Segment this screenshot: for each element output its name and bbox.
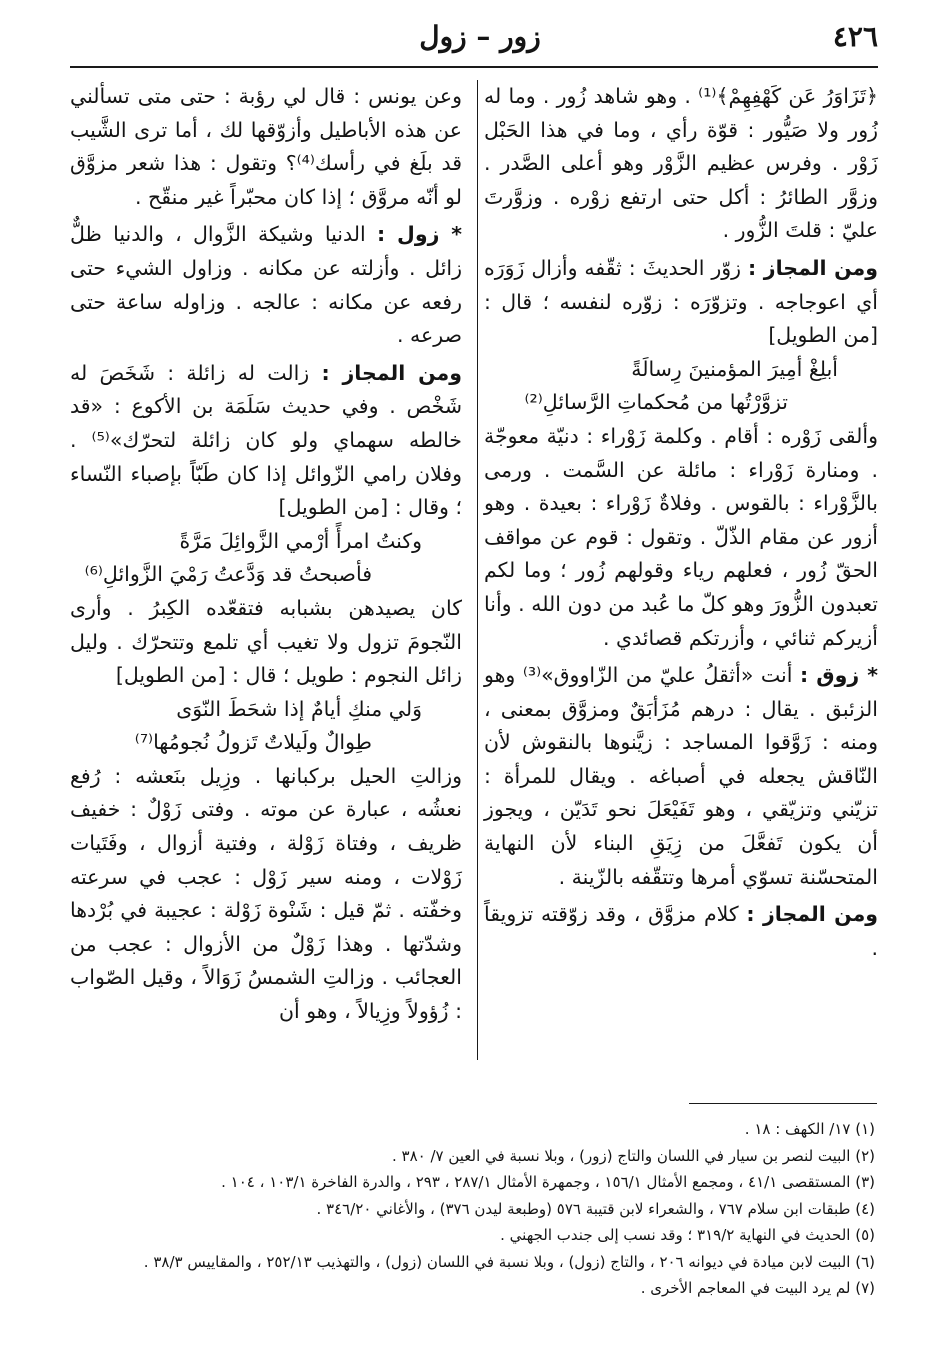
verse-hemistich-1: وكنتُ امرأً أرْمي الزَّوائِلَ مَرَّةً (179, 528, 422, 553)
left-column (70, 80, 462, 1029)
footnote-rule (689, 1103, 877, 1104)
paragraph (484, 80, 878, 248)
footnote: (٦) البيت لابن ميادة في ديوانه ٢٠٦ ، والتاج (زول) ، وبلا نسبة في اللسان (زول) ، والتهذيب ٢٥٢/١٣ ، والمقاييس ٣٨/٣ . (143, 1252, 875, 1271)
paragraph (484, 659, 878, 894)
footnote: (٥) الحديث في النهاية ٣١٩/٢ ؛ وقد نسب إلى جندب الجهني . (500, 1226, 875, 1244)
paragraph (70, 760, 462, 1029)
entry-label: * زول : (376, 222, 462, 247)
entry-label: ومن المجاز : (748, 255, 878, 280)
paragraph (484, 420, 878, 655)
footnote: (٤) طبقات ابن سلام ٧٦٧ ، والشعراء لابن قتيبة ٥٧٦ (وطبعة ليدن ٣٧٦) ، والأغاني ٣٤٦/٢٠ . (316, 1199, 875, 1218)
verse-hemistich-1: وَلي منكِ أيامٌ إذا شحَطَ النّوَى (176, 696, 422, 721)
paragraph (70, 357, 462, 525)
entry-label: ومن المجاز : (746, 902, 878, 927)
verse (484, 353, 878, 420)
verse (70, 693, 462, 760)
paragraph-text: وزالتِ الحيل بركبانها . وزِيل بنَعشه : رُفع نعشُه ، عبارة عن موته . وفتى زَوْلٌ : خفيف ظريف ، وفتاة زَوْلة ، وفتية أزوال ، وفَتَيات زَوْلات ، ومنه سير زَوْل : عجب في سرعته وخفّته . ثمّ قيل : شَنْوة زَوْلة : عجيبة في بُرْدها وشدّتها . وهذا زَوْلٌ من الأزوال : عجب من العجائب . وزالتِ الشمسُ زَوَالاً ، وقيل الصّواب : زُؤولاً وزِيالاً ، وهو أن (70, 763, 462, 1024)
paragraph (484, 252, 878, 353)
right-column (484, 80, 878, 965)
verse-hemistich-1: أبلِغْ أمِيرَ المؤمنينَ رِسالَةً (631, 356, 838, 381)
verse-hemistich-2: تزوَّرْتُها من مُحكماتِ الرَّسائلِ⁽²⁾ (524, 390, 788, 415)
running-title: زور – زول (419, 20, 541, 53)
paragraph-text: زالت له زائلة : شَخَصَ له شَخْص . وفي حديث سَلَمَة بن الأكوع : «قد خالطه سهماي ولو كان زائلة لتحرّك»⁽⁵⁾ . وفلان رامي الزّوائل إذا كان طَبّاً بإصباء النّساء ؛ وقال : [من الطويل] (70, 360, 462, 520)
entry-label: ومن المجاز : (321, 360, 462, 385)
entry-label: * زوق : (799, 663, 878, 688)
paragraph-text: ﴿تَزَاوَرُ عَن كَهْفِهِمْ﴾⁽¹⁾ . وهو شاهد زُور . وما له زُور ولا صَيُّور : قوّة رأي ، وما في هذا الحَبْل زَوْر . وفرس عظيم الزَّوْر وهو أعلى الصَّدر . وزوَّر الطائرُ : أكل حتى ارتفع زوْره . وزوَّرتَ عليّ : قلتَ الزُّور . (484, 84, 878, 243)
verse-hemistich-2: فأصبحتُ قد وَدَّعتُ رَمْيَ الزَّوائلِ⁽⁶⁾ (84, 562, 372, 587)
paragraph-text: كلام مزوَّق ، وقد زوّقته تزويقاً . (484, 902, 878, 960)
footnote: (٢) البيت لنصر بن سيار في اللسان والتاج (زور) ، وبلا نسبة في العين ٧/ ٣٨٠ . (391, 1146, 875, 1165)
header-rule (70, 66, 878, 68)
paragraph-text: أنت «أثقلُ عليّ من الزّاووق»⁽³⁾ وهو الزئبق . يقال : درهم مُزَأبَقٌ ومزوَّق بمعنى ، ومنه : زَوَّقوا المساجد : زيَّنوها بالنقوش لأن النّاقش يجعله في أصباغه . ويقال للمرأة : تزيّني وتزيّقي ، وهو تَفَيْعَلَ نحو تَدَيّن ، ويجوز أن يكون تَفعَّلَ من زِيَقِ البناء لأن النهاية المتحسّنة تسوّي أمرها وتتقّفه بالزّينة . (484, 663, 878, 889)
paragraph-text: وألقى زَوْره : أقام . وكلمة زَوْراء : دنيّة معوجّة . ومنارة زَوْراء : مائلة عن السَّمت . ورمى بالزَّوْراء : بالقوس . وفلاةٌ زَوْراء : بعيدة . وهو أزور عن مقام الذّلّ . وتقول : قوم عن مواقف الحقّ زُور ، فعلهم رياء وقولهم زُور ؛ وما لكم تعبدون الزُّورَ وهو كلّ ما عُبد من دون الله . وأنا أزيركم ثنائي ، وأزرتكم قصائدي . (484, 423, 878, 650)
paragraph-text: كان يصيدهن بشبابه فتقعّده الكِبرُ . وأرى النّجومَ تزول ولا تغيب أي تلمع وتتحرّك . وليل زائل النجوم : طويل ؛ قال : [من الطويل] (70, 595, 462, 688)
verse-hemistich-2: طِوالٌ ولَيلاتٌ تَزولُ نُجومُها⁽⁷⁾ (134, 730, 372, 755)
paragraph-text: الدنيا وشيكة الزَّوال ، والدنيا ظلٌّ زائل . وأزلته عن مكانه . وزاول الشيء حتى رفعه عن مكانه : عالجه . وزاوله ساعة حتى صرعه . (70, 222, 462, 348)
page-number: ٤٢٦ (832, 20, 878, 53)
paragraph (70, 80, 462, 214)
footnotes (75, 1116, 875, 1302)
paragraph-text: زوّر الحديثَ : ثقّفه وأزال زَوَرَه أي اعوجاجه . وتزوّرَه : زوّره لنفسه ؛ قال : [من الطويل] (484, 255, 878, 348)
paragraph-text: وعن يونس : قال لي رؤبة : حتى متى تسألني عن هذه الأباطيل وأزوّقها لك ، أما ترى الشَّيب قد بلَغ في رأسك⁽⁴⁾؟ وتقول : هذا شعر مزوَّق لو أنّه مروَّق ؛ إذا كان محبّراً غير منقّح . (70, 84, 463, 209)
paragraph (70, 592, 462, 693)
column-divider (477, 80, 478, 1060)
footnote: (١) ١٧/ الكهف : ١٨ . (744, 1120, 875, 1138)
footnote: (٧) لم يرد البيت في المعاجم الأخرى . (640, 1279, 875, 1297)
page-header (70, 18, 878, 64)
paragraph (484, 898, 878, 965)
footnote: (٣) المستقصى ٤١/١ ، ومجمع الأمثال ١٥٦/١ ، وجمهرة الأمثال ٢٨٧/١ ، ٢٩٣ ، والدرة الفاخرة ١٠٣/١ ، ١٠٤ . (221, 1173, 875, 1191)
paragraph (70, 218, 462, 352)
verse (70, 525, 462, 592)
